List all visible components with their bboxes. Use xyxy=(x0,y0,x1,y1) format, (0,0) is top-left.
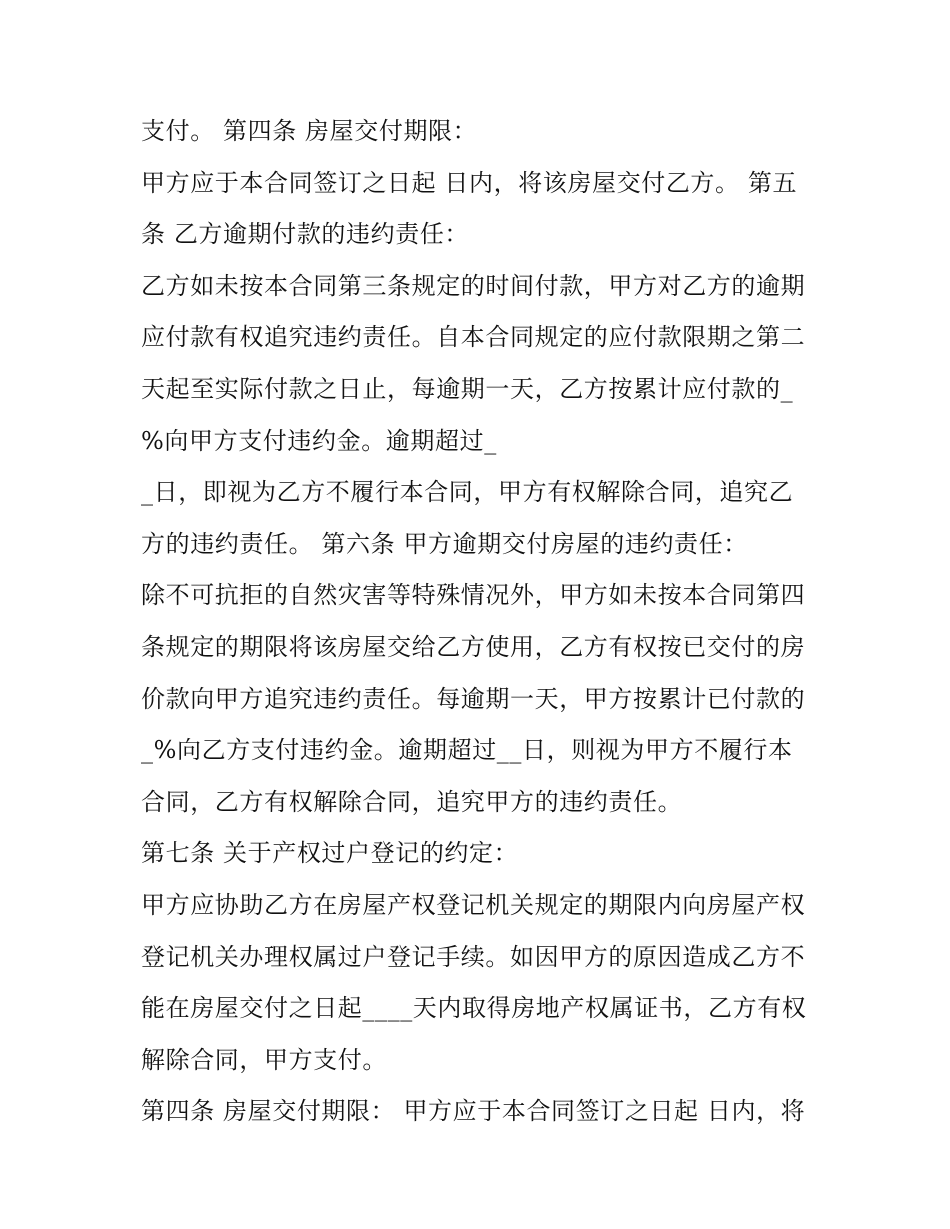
text-line: 合同，乙方有权解除合同，追究甲方的违约责任。 xyxy=(141,787,683,816)
text-line: 能在房屋交付之日起____天内取得房地产权属证书，乙方有权 xyxy=(141,994,807,1023)
text-line: _%向乙方支付违约金。逾期超过__日，则视为甲方不履行本 xyxy=(141,736,793,765)
text-line: 乙方如未按本合同第三条规定的时间付款，甲方对乙方的逾期 xyxy=(141,271,806,300)
text-line: 第七条 关于产权过户登记的约定： xyxy=(141,839,519,868)
text-line: 甲方应于本合同签订之日起 日内，将该房屋交付乙方。 第五 xyxy=(141,168,798,197)
text-line: 第四条 房屋交付期限： 甲方应于本合同签订之日起 日内，将 xyxy=(141,1097,806,1126)
text-line: 应付款有权追究违约责任。自本合同规定的应付款限期之第二 xyxy=(141,323,806,352)
text-line: 方的违约责任。 第六条 甲方逾期交付房屋的违约责任： xyxy=(141,529,748,558)
text-line: 价款向甲方追究违约责任。每逾期一天，甲方按累计已付款的 xyxy=(141,684,806,713)
text-line: 除不可抗拒的自然灾害等特殊情况外，甲方如未按本合同第四 xyxy=(141,581,806,610)
text-line: 甲方应协助乙方在房屋产权登记机关规定的期限内向房屋产权 xyxy=(141,890,806,919)
text-line: 支付。 第四条 房屋交付期限： xyxy=(141,117,478,145)
text-line: %向甲方支付违约金。逾期超过_ xyxy=(141,426,497,455)
text-line: _日，即视为乙方不履行本合同，甲方有权解除合同，追究乙 xyxy=(141,478,794,507)
contract-text xyxy=(141,110,821,1142)
text-line: 登记机关办理权属过户登记手续。如因甲方的原因造成乙方不 xyxy=(141,942,806,971)
text-line: 条规定的期限将该房屋交给乙方使用，乙方有权按已交付的房 xyxy=(141,632,806,661)
text-line: 天起至实际付款之日止，每逾期一天，乙方按累计应付款的_ xyxy=(141,374,794,403)
text-line: 解除合同，甲方支付。 xyxy=(141,1045,387,1074)
text-line: 条 乙方逾期付款的违约责任： xyxy=(141,220,470,249)
